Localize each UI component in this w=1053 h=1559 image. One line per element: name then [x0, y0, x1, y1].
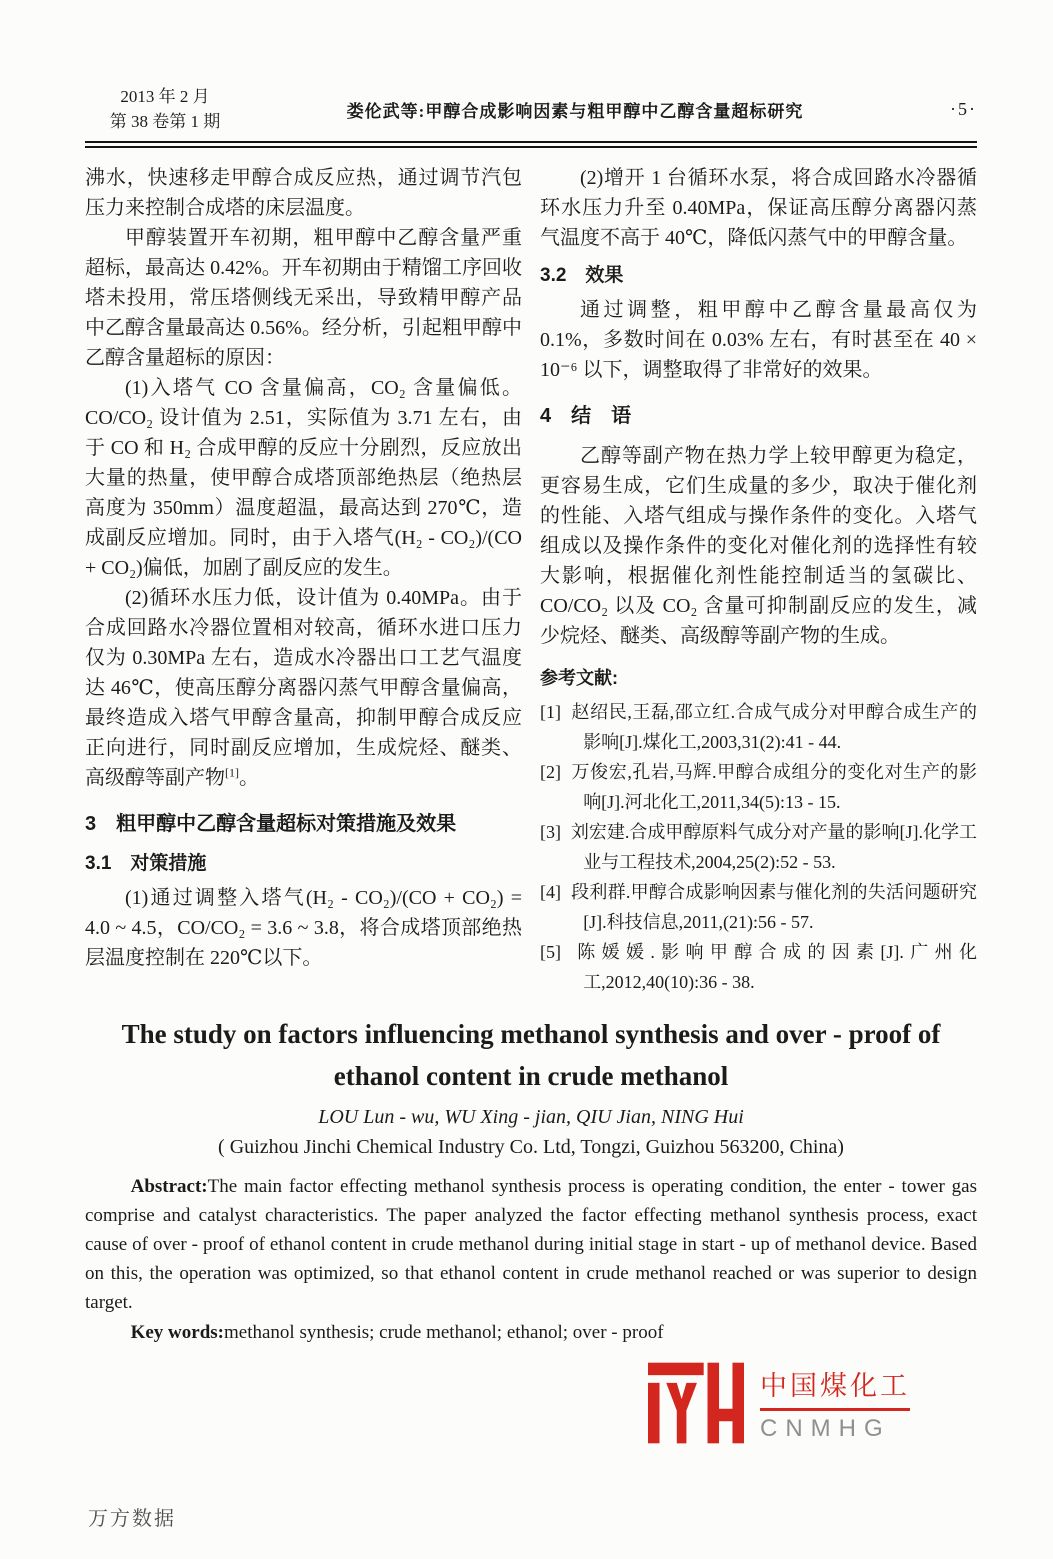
reference-item: [540, 757, 977, 817]
paragraph: 通过调整，粗甲醇中乙醇含量最高仅为 0.1%，多数时间在 0.03% 左右，有时甚至在 40 × 10⁻⁶ 以下，调整取得了非常好的效果。: [540, 299, 977, 381]
citation-superscript: [1]: [225, 765, 239, 780]
subsection-heading-3-1: 3.1 对策措施: [85, 853, 207, 874]
reference-item: [540, 697, 977, 757]
paragraph: (1)通过调整入塔气(H₂ - CO₂)/(CO + CO₂) = 4.0 ~ 4.5，CO/CO₂ = 3.6 ~ 3.8，将合成塔顶部绝热层温度控制在 220℃以下。: [85, 887, 522, 969]
reference-text: 段利群.甲醇合成影响因素与催化剂的失活问题研究[J].科技信息,2011,(21):56 - 57.: [570, 882, 977, 932]
reference-text: 刘宏建.合成甲醇原料气成分对产量的影响[J].化学工业与工程技术,2004,25(2):52 - 53.: [570, 822, 977, 872]
reference-number: [4]: [540, 882, 561, 902]
page-header: [85, 84, 977, 134]
english-authors: LOU Lun - wu, WU Xing - jian, QIU Jian, NING Hui: [318, 1106, 744, 1128]
reference-text: 陈媛媛.影响甲醇合成的因素[J].广州化工,2012,40(10):36 - 38.: [570, 942, 977, 992]
publisher-logo: [648, 1362, 910, 1444]
wanfang-watermark: 万方数据: [88, 1508, 176, 1530]
reference-item: [540, 877, 977, 937]
logo-text-block: [760, 1364, 910, 1443]
references-heading: 参考文献:: [540, 668, 618, 688]
english-keywords: [85, 1318, 977, 1347]
english-section: [85, 1013, 977, 1347]
english-affiliation: ( Guizhou Jinchi Chemical Industry Co. Ltd, Tongzi, Guizhou 563200, China): [218, 1136, 844, 1158]
paragraph: 沸水，快速移走甲醇合成反应热，通过调节汽包压力来控制合成塔的床层温度。: [85, 167, 522, 219]
reference-number: [3]: [540, 822, 561, 842]
reference-item: [540, 817, 977, 877]
cnmhg-logo-icon: [648, 1362, 744, 1444]
reference-number: [2]: [540, 762, 561, 782]
paragraph-text: (2)循环水压力低，设计值为 0.40MPa。由于合成回路水冷器位置相对较高，循环水进口压力仅为 0.30MPa 左右，造成水冷器出口工艺气温度达 46℃，使高压醇分离器闪蒸气甲醇含量偏高，最终造成入塔气甲醇含量高，抑制甲醇合成反应正向进行，同时副反应增加，生成烷烃、醚类、高级醇等副产物: [85, 587, 522, 789]
section-heading-3: 3 粗甲醇中乙醇含量超标对策措施及效果: [85, 813, 457, 835]
reference-item: [540, 937, 977, 997]
subsection-heading-3-2: 3.2 效果: [540, 265, 624, 286]
keywords-text: methanol synthesis; crude methanol; ethanol; over - proof: [224, 1322, 664, 1343]
page-number: ·5·: [950, 98, 977, 119]
paragraph: [85, 583, 522, 793]
logo-latin-text: CNMHG: [760, 1414, 891, 1442]
section-heading-4: 4 结 语: [540, 405, 632, 427]
journal-date: 2013 年 2 月: [120, 87, 210, 106]
paragraph: (1)入塔气 CO 含量偏高，CO₂ 含量偏低。CO/CO₂ 设计值为 2.51，实际值为 3.71 左右，由于 CO 和 H₂ 合成甲醇的反应十分剧烈，反应放出大量的热量，使甲醇合成塔顶部绝热层（绝热层高度为 350mm）温度超温，最高达到 270℃，造成副反应增加。同时，由于入塔气(H₂ - CO₂)/(CO + CO₂)偏低，加剧了副反应的发生。: [85, 377, 522, 579]
keywords-label: Key words:: [130, 1322, 224, 1343]
english-title: [85, 1013, 977, 1097]
reference-number: [5]: [540, 942, 561, 962]
english-title-line1: The study on factors influencing methanol synthesis and over - proof of: [121, 1019, 941, 1049]
article-body: [85, 163, 977, 997]
abstract-text: The main factor effecting methanol synthesis process is operating condition, the enter - tower gas comprise and catalyst characteristics. The paper analyzed the factor effecting methanol synthesis process, exact cause of over - proof of ethanol content in crude methanol during initial stage in start - up of methanol device. Based on this, the operation was optimized, so that ethanol content in crude methanol reached or was superior to design target.: [85, 1176, 977, 1313]
english-abstract: [85, 1172, 977, 1317]
paragraph: 甲醇装置开车初期，粗甲醇中乙醇含量严重超标，最高达 0.42%。开车初期由于精馏工序回收塔未投用，常压塔侧线无采出，导致精甲醇产品中乙醇含量最高达 0.56%。经分析，引起粗甲醇中乙醇含量超标的原因：: [85, 227, 522, 369]
journal-issue-block: [85, 84, 245, 134]
paragraph: 乙醇等副产物在热力学上较甲醇更为稳定，更容易生成，它们生成量的多少，取决于催化剂的性能、入塔气组成与操作条件的变化。入塔气组成以及操作条件的变化对催化剂的选择性有较大影响，根据催化剂性能控制适当的氢碳比、CO/CO₂ 以及 CO₂ 含量可抑制副反应的发生，减少烷烃、醚类、高级醇等副产物的生成。: [540, 445, 977, 647]
journal-volume: 第 38 卷第 1 期: [109, 112, 221, 131]
reference-text: 万俊宏,孔岩,马辉.甲醇合成组分的变化对生产的影响[J].河北化工,2011,34(5):13 - 15.: [570, 762, 977, 812]
paragraph-text: 。: [239, 767, 259, 789]
english-title-line2: ethanol content in crude methanol: [333, 1061, 729, 1091]
reference-number: [1]: [540, 702, 561, 722]
left-column: [85, 163, 522, 997]
reference-text: 赵绍民,王磊,邵立红.合成气成分对甲醇合成生产的影响[J].煤化工,2003,31(2):41 - 44.: [570, 702, 977, 752]
references-list: [540, 697, 977, 997]
header-divider: [85, 141, 977, 148]
logo-chinese-text: 中国煤化工: [760, 1364, 910, 1411]
running-title: 娄伦武等:甲醇合成影响因素与粗甲醇中乙醇含量超标研究: [346, 101, 804, 121]
paragraph: (2)增开 1 台循环水泵，将合成回路水冷器循环水压力升至 0.40MPa，保证高压醇分离器闪蒸气温度不高于 40℃，降低闪蒸气中的甲醇含量。: [540, 167, 977, 249]
right-column: [540, 163, 977, 997]
abstract-label: Abstract:: [130, 1176, 208, 1197]
